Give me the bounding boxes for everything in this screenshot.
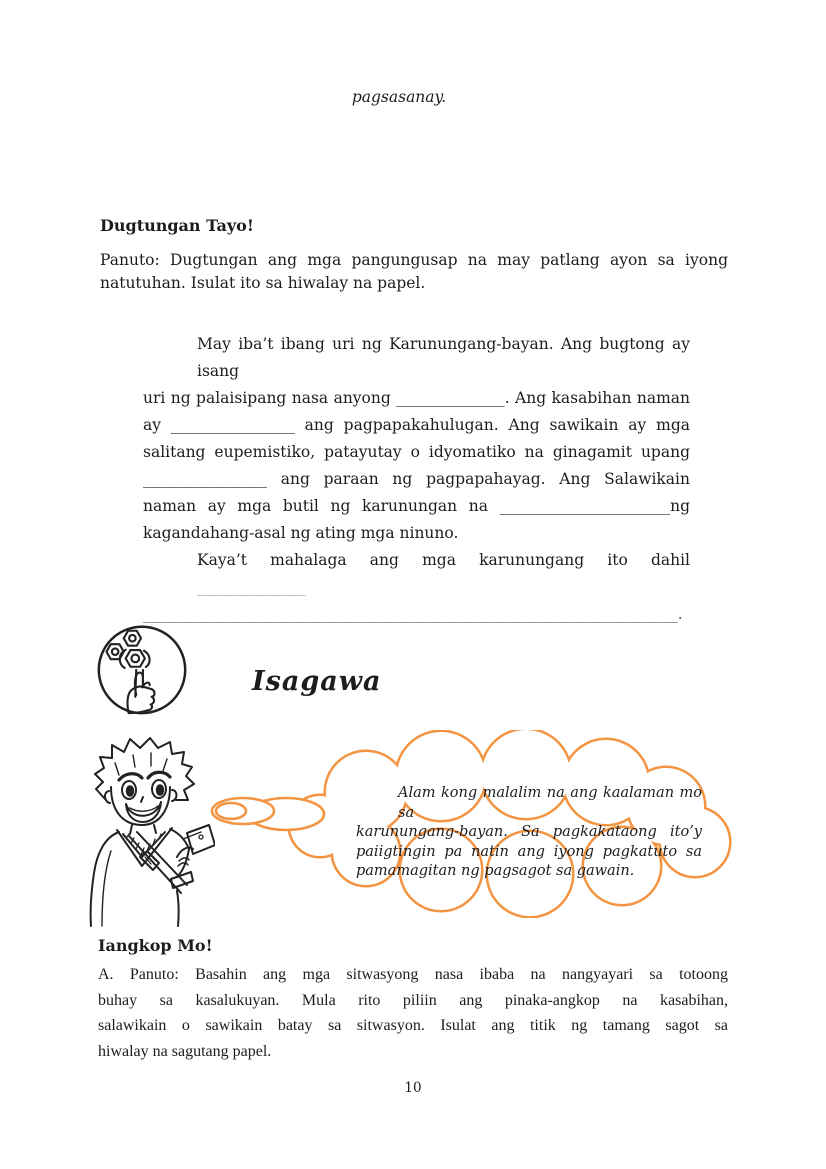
boy-student-illustration — [75, 733, 215, 927]
isagawa-badge — [94, 620, 190, 716]
paragraph-line: May iba’t ibang uri ng Karunungang-bayan. Ang bugtong ay isang — [197, 335, 690, 380]
section-title-isagawa: Isagawa — [252, 666, 382, 697]
instruction-line: A. Panuto: Basahin ang mga sitwasyong nasa ibaba na nangyayari sa totoong — [98, 966, 728, 983]
cloud-speech-text — [356, 784, 702, 882]
paragraph-line: ________________ ang paraan ng pagpapahayag. Ang Salawikain — [143, 470, 690, 488]
paragraph-line: kagandahang-asal ng ating mga ninuno. — [143, 524, 459, 542]
answer-blank-line: _____________________________________________________________________. — [143, 605, 683, 623]
instruction-line: Panuto: Dugtungan ang mga pangungusap na may patlang ayon sa iyong — [100, 251, 728, 269]
hand-wrench-nuts-icon — [94, 620, 190, 716]
instruction-line: natutuhan. Isulat ito sa hiwalay na papel. — [100, 274, 426, 292]
cloud-text-line: Alam kong malalim na ang kaalaman mo sa — [398, 785, 702, 821]
iangkop-instructions — [98, 962, 728, 1064]
instruction-line: hiwalay na sagutang papel. — [98, 1042, 272, 1060]
thought-bubble-trail — [212, 798, 324, 830]
instruction-line: salawikain o sawikain batay sa sitwasyon. Isulat ang titik ng tamang sagot sa — [98, 1017, 728, 1034]
carryover-fragment: pagsasanay. — [351, 88, 447, 106]
closing-sentence: Kaya’t mahalaga ang mga karunungang ito dahil — [197, 551, 690, 569]
dugtungan-instructions — [100, 249, 728, 295]
cloud-text-line: paiigtingin pa natin ang iyong pagkatuto sa — [356, 843, 702, 860]
fill-in-paragraph — [143, 331, 690, 628]
page-number: 10 — [404, 1080, 422, 1096]
section-heading-iangkop: Iangkop Mo! — [98, 936, 213, 955]
paragraph-line — [143, 547, 690, 601]
paragraph-line: uri ng palaisipang nasa anyong ______________. Ang kasabihan naman — [143, 389, 690, 407]
section-heading-dugtungan: Dugtungan Tayo! — [100, 216, 254, 235]
instruction-line: buhay sa kasalukuyan. Mula rito piliin ang pinaka-angkop na kasabihan, — [98, 991, 728, 1009]
paragraph-line: naman ay mga butil ng karunungan na ______________________ng — [143, 497, 690, 515]
paragraph-line: salitang eupemistiko, patayutay o idyomatiko na ginagamit upang — [143, 443, 690, 461]
answer-blank: ______________ — [197, 578, 306, 596]
paragraph-line: ay ________________ ang pagpapakahulugan. Ang sawikain ay mga — [143, 416, 690, 434]
cloud-text-line: pamamagitan ng pagsagot sa gawain. — [356, 863, 635, 879]
cloud-text-line: karunungang-bayan. Sa pagkakataong ito’y — [356, 824, 702, 840]
